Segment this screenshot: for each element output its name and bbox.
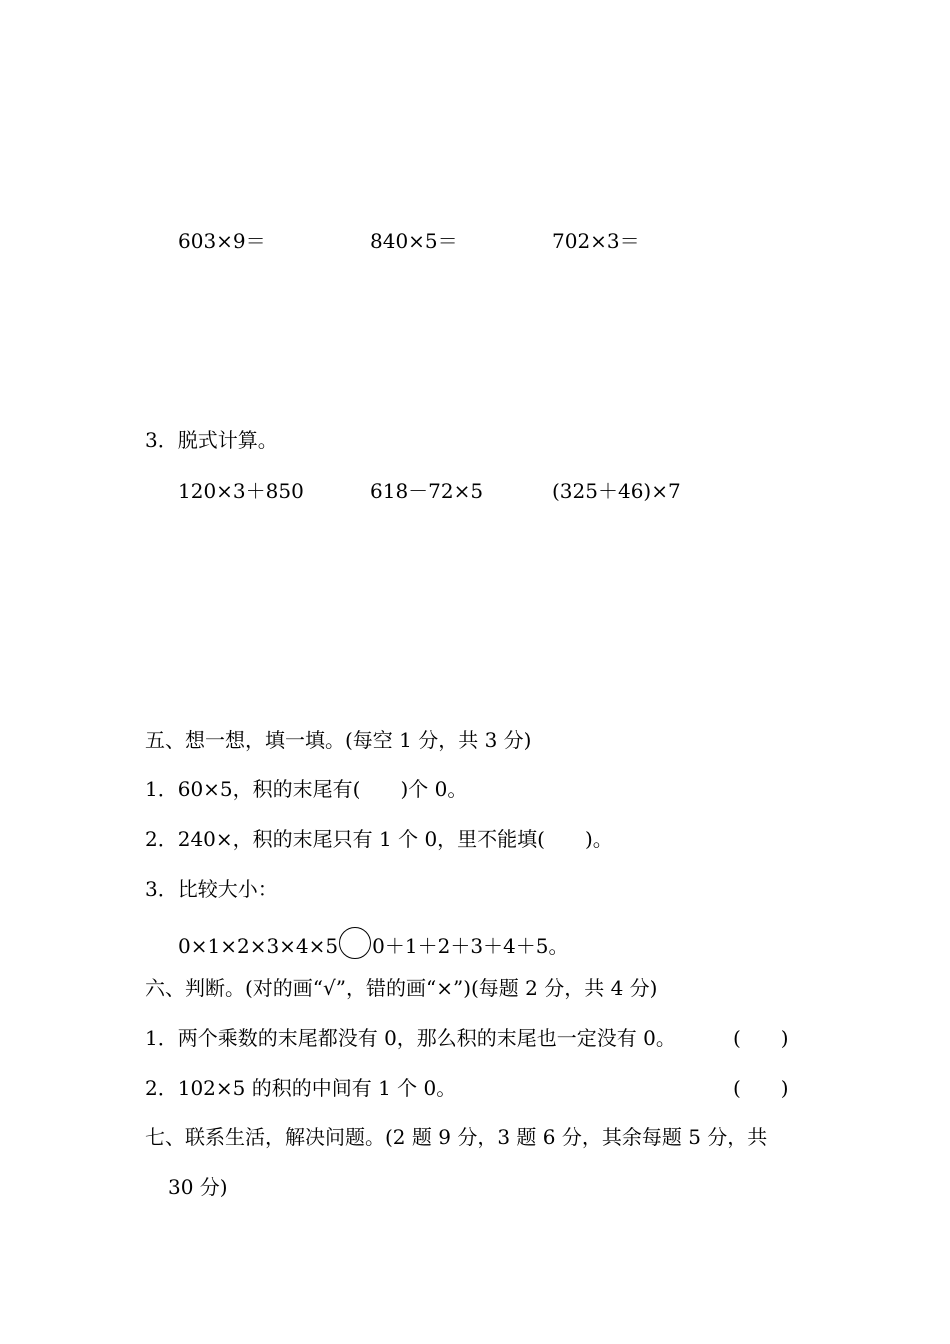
compare-left: 0×1×2×3×4×5	[178, 934, 339, 958]
section5-question-1: 1．60×5，积的末尾有( )个 0。	[145, 777, 468, 801]
oral-calc-item-3: 702×3＝	[552, 229, 640, 253]
judge-blank-1[interactable]: ( )	[733, 1026, 789, 1050]
step-calc-item-3: (325＋46)×7	[552, 479, 681, 503]
section5-question-2: 2．240×，积的末尾只有 1 个 0，里不能填( )。	[145, 827, 613, 851]
compare-expression	[178, 927, 569, 959]
comparison-circle-icon[interactable]	[339, 927, 371, 959]
section6-heading: 六、判断。(对的画“√”，错的画“×”)(每题 2 分，共 4 分)	[145, 976, 658, 1000]
section7-heading-line-2: 30 分)	[168, 1175, 228, 1199]
compare-right: 0＋1＋2＋3＋4＋5。	[372, 934, 569, 958]
section5-heading: 五、想一想，填一填。(每空 1 分，共 3 分)	[145, 728, 532, 752]
section6-question-1: 1．两个乘数的末尾都没有 0，那么积的末尾也一定没有 0。	[145, 1026, 676, 1050]
section7-heading-line-1: 七、联系生活，解决问题。(2 题 9 分，3 题 6 分，其余每题 5 分，共	[145, 1125, 768, 1149]
judge-blank-2[interactable]: ( )	[733, 1076, 789, 1100]
step-calc-item-2: 618－72×5	[370, 479, 484, 503]
section5-question-3: 3．比较大小：	[145, 877, 278, 901]
step-calc-heading: 3．脱式计算。	[145, 428, 278, 452]
oral-calc-item-1: 603×9＝	[178, 229, 266, 253]
section6-question-2: 2．102×5 的积的中间有 1 个 0。	[145, 1076, 457, 1100]
step-calc-item-1: 120×3＋850	[178, 479, 304, 503]
oral-calc-item-2: 840×5＝	[370, 229, 458, 253]
